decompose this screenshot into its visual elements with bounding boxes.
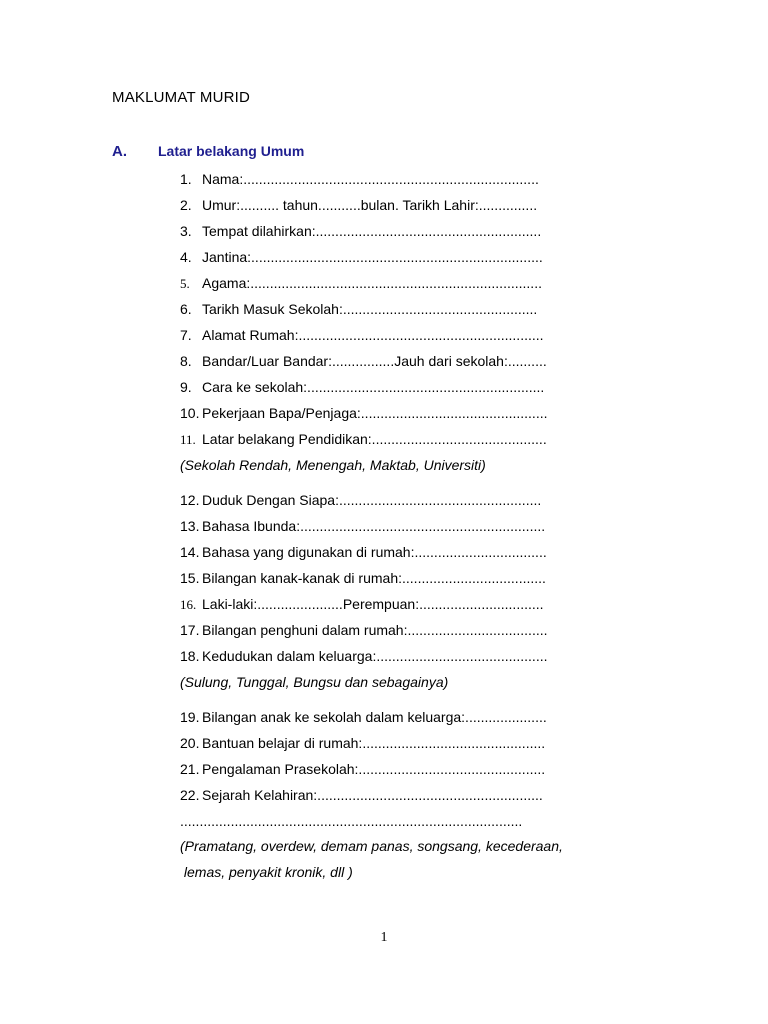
item-number: 5. (180, 276, 190, 291)
item-number: 13. (180, 518, 200, 534)
item-number: 22. (180, 787, 200, 803)
item-number: 6. (180, 301, 192, 317)
section-letter: A. (112, 143, 127, 160)
item-text: Latar belakang Pendidikan:............................................. (202, 431, 547, 447)
item-text: Bantuan belajar di rumah:............................................... (202, 735, 546, 751)
form-item-laki-perempuan (180, 594, 576, 614)
item-text: Tempat dilahirkan:.......................................................... (202, 223, 542, 239)
item-text: Duduk Dengan Siapa:.................................................... (202, 492, 542, 508)
form-item-anak-sekolah (180, 707, 576, 727)
item-text: Agama:........................................................................... (202, 275, 542, 291)
item-text: Alamat Rumah:............................................................... (202, 327, 544, 343)
item-number: 15. (180, 570, 200, 586)
item-number: 10. (180, 405, 200, 421)
item-text: Bahasa yang digunakan di rumah:.................................. (202, 544, 547, 560)
note-kelahiran-line2: lemas, penyakit kronik, dll ) (180, 864, 353, 880)
form-item-bantuan (180, 733, 576, 753)
item-number: 21. (180, 761, 200, 777)
form-item-cara (180, 377, 576, 397)
form-item-bandar (180, 351, 576, 371)
dotted-line: ........................................................................................ (180, 813, 523, 829)
form-item-kelahiran (180, 785, 576, 805)
section-title: Latar belakang Umum (158, 143, 305, 159)
item-number: 12. (180, 492, 200, 508)
item-number: 20. (180, 735, 200, 751)
form-item-bahasa-ibunda (180, 516, 576, 536)
note-kelahiran-line1: (Pramatang, overdew, demam panas, songsang, kecederaan, (180, 838, 563, 854)
item-text: Laki-laki:......................Perempuan:................................ (202, 596, 544, 612)
form-item-pekerjaan (180, 403, 576, 423)
item-number: 14. (180, 544, 200, 560)
form-item-prasekolah (180, 759, 576, 779)
item-text: Jantina:........................................................................... (202, 249, 543, 265)
form-item-kanak-kanak (180, 568, 576, 588)
form-item-tarikh-masuk (180, 299, 576, 319)
item-number: 16. (180, 597, 197, 612)
form-item-kedudukan (180, 646, 576, 666)
item-text: Cara ke sekolah:............................................................. (202, 379, 545, 395)
form-item-alamat (180, 325, 576, 345)
note-pendidikan: (Sekolah Rendah, Menengah, Maktab, Universiti) (180, 457, 486, 473)
item-text: Bilangan kanak-kanak di rumah:..................................... (202, 570, 546, 586)
item-text: Nama:............................................................................ (202, 171, 539, 187)
item-number: 4. (180, 249, 192, 265)
item-number: 2. (180, 197, 192, 213)
item-number: 7. (180, 327, 192, 343)
form-item-pendidikan (180, 429, 576, 449)
item-text: Bahasa Ibunda:............................................................... (202, 518, 546, 534)
item-text: Kedudukan dalam keluarga:............................................ (202, 648, 548, 664)
item-number: 17. (180, 622, 200, 638)
item-text: Tarikh Masuk Sekolah:.................................................. (202, 301, 538, 317)
item-text: Umur:.......... tahun...........bulan. Tarikh Lahir:............... (202, 197, 538, 213)
note-kedudukan: (Sulung, Tunggal, Bungsu dan sebagainya) (180, 674, 449, 690)
item-text: Bandar/Luar Bandar:................Jauh dari sekolah:.......... (202, 353, 547, 369)
form-item-penghuni (180, 620, 576, 640)
item-text: Sejarah Kelahiran:.......................................................... (202, 787, 543, 803)
item-number: 3. (180, 223, 192, 239)
document-title: MAKLUMAT MURID (112, 89, 251, 106)
item-text: Bilangan penghuni dalam rumah:.................................... (202, 622, 548, 638)
item-text: Bilangan anak ke sekolah dalam keluarga:..................... (202, 709, 547, 725)
form-item-duduk (180, 490, 576, 510)
item-number: 1. (180, 171, 192, 187)
form-item-tempat (180, 221, 576, 241)
item-number: 9. (180, 379, 192, 395)
item-number: 18. (180, 648, 200, 664)
item-number: 19. (180, 709, 200, 725)
form-item-bahasa-rumah (180, 542, 576, 562)
form-item-umur (180, 195, 576, 215)
item-number: 8. (180, 353, 192, 369)
form-item-nama (180, 169, 576, 189)
item-text: Pekerjaan Bapa/Penjaga:................................................ (202, 405, 548, 421)
form-item-jantina (180, 247, 576, 267)
form-item-agama (180, 273, 576, 293)
item-text: Pengalaman Prasekolah:................................................ (202, 761, 546, 777)
page-number: 1 (380, 930, 388, 945)
item-number: 11. (180, 432, 196, 447)
